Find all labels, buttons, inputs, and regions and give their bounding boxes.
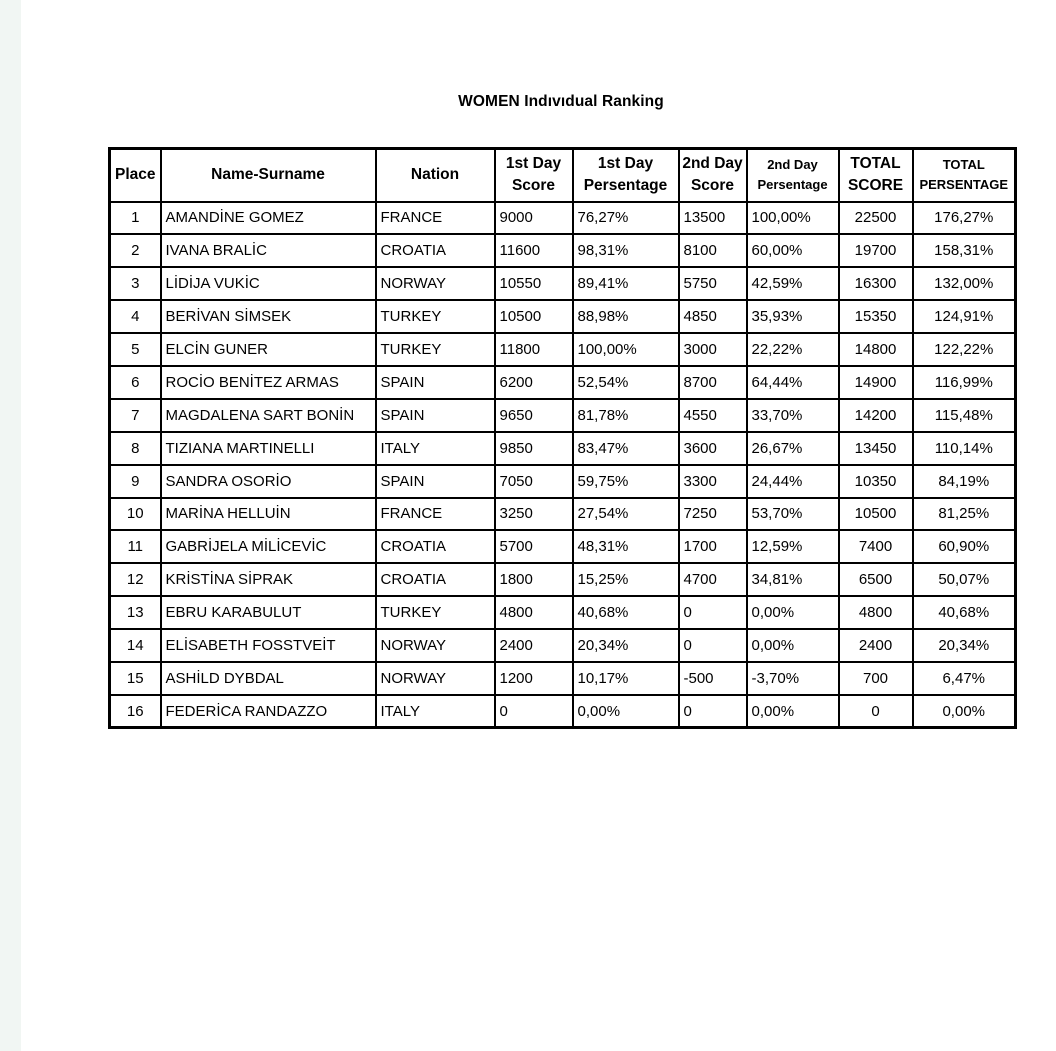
cell-nation: NORWAY [376,267,495,300]
cell-total_pct: 20,34% [913,629,1016,662]
cell-day2_score: 8700 [679,366,747,399]
cell-day2_pct: 53,70% [747,498,839,531]
header-label: Name-Surname [211,166,325,184]
cell-day1_pct: 98,31% [573,234,679,267]
cell-day1_pct: 100,00% [573,333,679,366]
cell-day2_score: 7250 [679,498,747,531]
cell-name: BERİVAN SİMSEK [161,300,376,333]
cell-nation: SPAIN [376,465,495,498]
cell-nation: FRANCE [376,202,495,235]
header-label: Persentage [583,177,668,195]
cell-name: FEDERİCA RANDAZZO [161,695,376,728]
cell-day1_pct: 27,54% [573,498,679,531]
cell-total_score: 14200 [839,399,913,432]
cell-total_score: 14800 [839,333,913,366]
cell-name: TIZIANA MARTINELLI [161,432,376,465]
cell-total_pct: 132,00% [913,267,1016,300]
cell-name: ASHİLD DYBDAL [161,662,376,695]
cell-total_pct: 81,25% [913,498,1016,531]
cell-day2_score: 0 [679,629,747,662]
cell-day1_score: 11800 [495,333,573,366]
page-title: WOMEN Indıvıdual Ranking [458,93,664,110]
header-label: Score [511,177,556,195]
cell-day1_pct: 81,78% [573,399,679,432]
cell-day1_score: 9650 [495,399,573,432]
cell-name: MAGDALENA SART BONİN [161,399,376,432]
cell-day2_pct: 24,44% [747,465,839,498]
cell-day2_score: 1700 [679,530,747,563]
ranking-table-body [110,202,1016,728]
cell-total_score: 15350 [839,300,913,333]
cell-day1_score: 7050 [495,465,573,498]
cell-day2_pct: 0,00% [747,629,839,662]
cell-day1_score: 1800 [495,563,573,596]
header-label: Place [114,166,156,184]
cell-day2_score: 8100 [679,234,747,267]
cell-day1_pct: 89,41% [573,267,679,300]
cell-day2_score: 3600 [679,432,747,465]
cell-day1_score: 2400 [495,629,573,662]
cell-name: IVANA BRALİC [161,234,376,267]
cell-day2_pct: 26,67% [747,432,839,465]
header-label: Persentage [757,177,828,193]
cell-total_score: 7400 [839,530,913,563]
cell-day2_score: 5750 [679,267,747,300]
header-label: SCORE [847,177,904,195]
cell-day2_pct: 60,00% [747,234,839,267]
cell-day1_pct: 88,98% [573,300,679,333]
cell-total_pct: 40,68% [913,596,1016,629]
col-header-1st-day-persentage [573,149,679,202]
page-edge-strip [0,0,21,1051]
cell-place: 10 [110,498,161,531]
cell-total_pct: 124,91% [913,300,1016,333]
cell-total_pct: 116,99% [913,366,1016,399]
table-row [110,563,1016,596]
cell-day1_pct: 48,31% [573,530,679,563]
cell-day2_score: 4850 [679,300,747,333]
cell-day1_pct: 15,25% [573,563,679,596]
cell-nation: SPAIN [376,366,495,399]
cell-day1_score: 9850 [495,432,573,465]
cell-total_pct: 6,47% [913,662,1016,695]
table-row [110,432,1016,465]
cell-total_score: 6500 [839,563,913,596]
cell-name: MARİNA HELLUİN [161,498,376,531]
cell-total_pct: 0,00% [913,695,1016,728]
cell-name: LİDİJA VUKİC [161,267,376,300]
cell-day1_pct: 52,54% [573,366,679,399]
cell-day2_score: 4700 [679,563,747,596]
cell-name: GABRİJELA MİLİCEVİC [161,530,376,563]
table-row [110,234,1016,267]
table-row [110,366,1016,399]
table-header [110,149,1016,202]
cell-day2_pct: 100,00% [747,202,839,235]
cell-nation: CROATIA [376,530,495,563]
cell-place: 16 [110,695,161,728]
header-label: TOTAL [942,157,985,173]
cell-nation: NORWAY [376,629,495,662]
cell-day2_score: -500 [679,662,747,695]
cell-day1_pct: 40,68% [573,596,679,629]
cell-day2_score: 3300 [679,465,747,498]
cell-nation: ITALY [376,695,495,728]
cell-place: 6 [110,366,161,399]
cell-total_score: 0 [839,695,913,728]
table-row [110,596,1016,629]
cell-nation: TURKEY [376,596,495,629]
table-row [110,333,1016,366]
cell-day1_score: 10550 [495,267,573,300]
cell-day1_score: 10500 [495,300,573,333]
cell-total_score: 700 [839,662,913,695]
cell-nation: CROATIA [376,234,495,267]
cell-name: SANDRA OSORİO [161,465,376,498]
cell-place: 14 [110,629,161,662]
col-header-2nd-day-persentage [747,149,839,202]
cell-day2_pct: -3,70% [747,662,839,695]
cell-day1_score: 4800 [495,596,573,629]
cell-nation: NORWAY [376,662,495,695]
header-label: PERSENTAGE [919,177,1009,193]
cell-day2_pct: 64,44% [747,366,839,399]
col-header-1st-day-score [495,149,573,202]
cell-day2_score: 0 [679,695,747,728]
table-row [110,662,1016,695]
cell-nation: SPAIN [376,399,495,432]
cell-name: KRİSTİNA SİPRAK [161,563,376,596]
cell-total_score: 22500 [839,202,913,235]
header-label: Score [690,177,735,195]
cell-total_score: 19700 [839,234,913,267]
cell-total_score: 16300 [839,267,913,300]
cell-total_pct: 176,27% [913,202,1016,235]
cell-place: 11 [110,530,161,563]
cell-total_score: 14900 [839,366,913,399]
col-header-2nd-day-score [679,149,747,202]
cell-name: EBRU KARABULUT [161,596,376,629]
cell-day2_score: 0 [679,596,747,629]
cell-day1_score: 3250 [495,498,573,531]
col-header-nation [376,149,495,202]
cell-place: 2 [110,234,161,267]
cell-nation: TURKEY [376,300,495,333]
table-row [110,267,1016,300]
cell-total_pct: 50,07% [913,563,1016,596]
cell-place: 9 [110,465,161,498]
cell-day1_score: 6200 [495,366,573,399]
cell-day1_score: 9000 [495,202,573,235]
cell-day2_pct: 12,59% [747,530,839,563]
cell-name: ELİSABETH FOSSTVEİT [161,629,376,662]
table-row [110,399,1016,432]
cell-day2_pct: 34,81% [747,563,839,596]
cell-name: AMANDİNE GOMEZ [161,202,376,235]
cell-place: 1 [110,202,161,235]
cell-total_pct: 60,90% [913,530,1016,563]
header-label: 1st Day [505,154,562,172]
cell-place: 15 [110,662,161,695]
cell-day1_score: 0 [495,695,573,728]
table-row [110,695,1016,728]
table-row [110,498,1016,531]
header-row [110,149,1016,202]
cell-day2_pct: 0,00% [747,596,839,629]
table-row [110,202,1016,235]
cell-nation: CROATIA [376,563,495,596]
cell-nation: TURKEY [376,333,495,366]
col-header-total-score [839,149,913,202]
cell-place: 4 [110,300,161,333]
cell-place: 7 [110,399,161,432]
col-header-name-surname [161,149,376,202]
cell-day1_pct: 59,75% [573,465,679,498]
cell-day2_pct: 35,93% [747,300,839,333]
cell-day2_score: 4550 [679,399,747,432]
cell-day1_score: 1200 [495,662,573,695]
header-label: Nation [410,166,460,184]
cell-nation: FRANCE [376,498,495,531]
cell-place: 12 [110,563,161,596]
cell-total_score: 13450 [839,432,913,465]
cell-total_score: 10500 [839,498,913,531]
cell-total_pct: 158,31% [913,234,1016,267]
cell-name: ELCİN GUNER [161,333,376,366]
table-row [110,465,1016,498]
cell-place: 8 [110,432,161,465]
cell-day2_pct: 33,70% [747,399,839,432]
cell-name: ROCİO BENİTEZ ARMAS [161,366,376,399]
cell-total_pct: 110,14% [913,432,1016,465]
cell-total_score: 2400 [839,629,913,662]
cell-day1_pct: 20,34% [573,629,679,662]
cell-day2_score: 13500 [679,202,747,235]
cell-day1_score: 5700 [495,530,573,563]
header-label: TOTAL [850,154,901,172]
cell-day1_pct: 76,27% [573,202,679,235]
cell-place: 13 [110,596,161,629]
cell-nation: ITALY [376,432,495,465]
cell-total_pct: 115,48% [913,399,1016,432]
cell-day1_score: 11600 [495,234,573,267]
cell-total_score: 10350 [839,465,913,498]
col-header-place [110,149,161,202]
cell-day1_pct: 0,00% [573,695,679,728]
cell-day2_pct: 22,22% [747,333,839,366]
cell-total_pct: 122,22% [913,333,1016,366]
cell-place: 5 [110,333,161,366]
cell-day1_pct: 83,47% [573,432,679,465]
ranking-table [108,147,1017,729]
cell-place: 3 [110,267,161,300]
cell-day1_pct: 10,17% [573,662,679,695]
cell-total_score: 4800 [839,596,913,629]
header-label: 2nd Day [767,157,818,173]
header-label: 1st Day [597,154,654,172]
cell-total_pct: 84,19% [913,465,1016,498]
cell-day2_score: 3000 [679,333,747,366]
cell-day2_pct: 0,00% [747,695,839,728]
table-row [110,629,1016,662]
header-label: 2nd Day [682,154,743,172]
table-row [110,300,1016,333]
col-header-total-persentage [913,149,1016,202]
cell-day2_pct: 42,59% [747,267,839,300]
table-row [110,530,1016,563]
